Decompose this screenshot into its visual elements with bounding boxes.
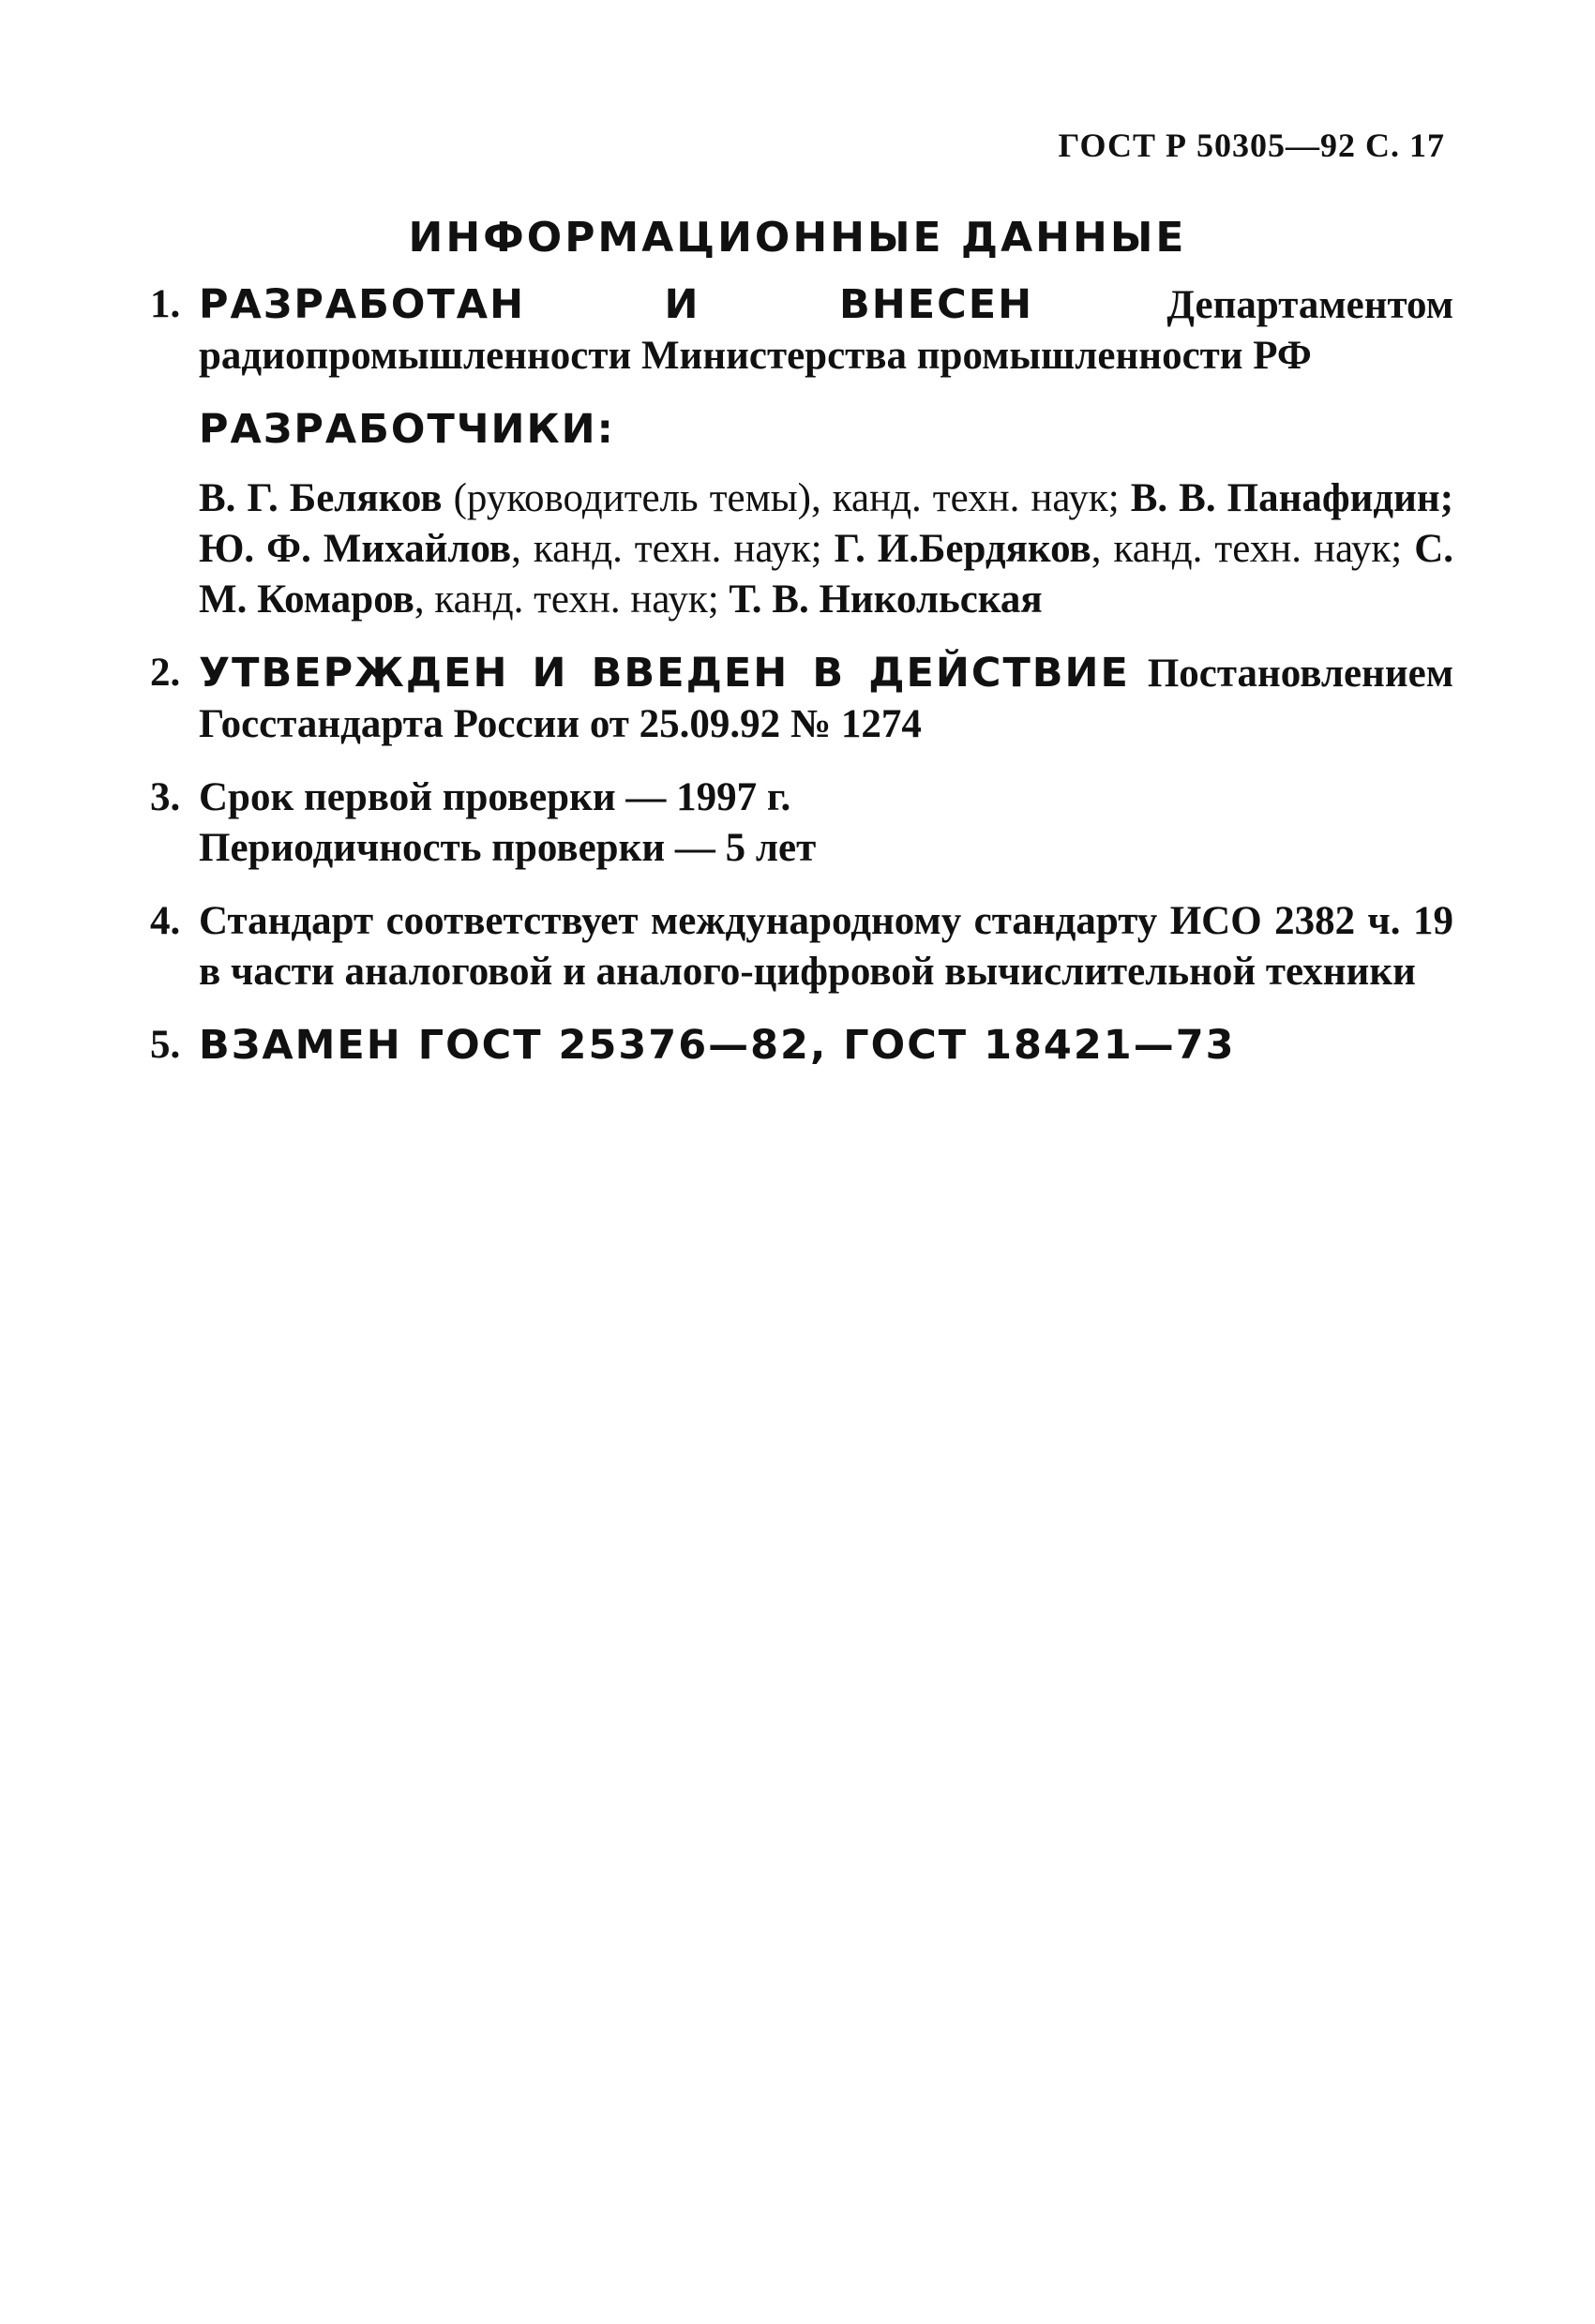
item-number: 3. xyxy=(150,775,181,819)
item-lead: УТВЕРЖДЕН И ВВЕДЕН В ДЕЙСТВИЕ xyxy=(199,650,1130,697)
item-text: Департаментом радиопромышленности Министерства промышленности РФ xyxy=(199,283,1454,378)
list-item-3 xyxy=(150,772,1453,874)
developers-list xyxy=(199,473,1453,625)
developer-name: Т. В. Никольская xyxy=(729,577,1043,622)
list-item-5 xyxy=(150,1020,1453,1072)
page-title: ИНФОРМАЦИОННЫЕ ДАННЫЕ xyxy=(408,214,1187,262)
developer-name: С. М. Комаров xyxy=(199,527,1453,622)
list-item-4 xyxy=(150,896,1453,997)
item-line: Периодичность проверки — 5 лет xyxy=(199,826,817,870)
developer-role: , канд. техн. наук; xyxy=(511,527,835,571)
item-line: Срок первой проверки — 1997 г. xyxy=(199,775,791,819)
item-text: Постановлением Госстандарта России от 25.09.92 № 1274 xyxy=(199,652,1453,746)
list-item-1 xyxy=(150,279,1453,382)
item-number: 1. xyxy=(150,282,181,326)
item-lead: РАЗРАБОТАН И ВНЕСЕН xyxy=(199,281,1034,328)
list-item-2 xyxy=(150,648,1453,750)
developer-role: , канд. техн. наук; xyxy=(414,577,730,622)
item-number: 2. xyxy=(150,651,181,695)
developer-role: , канд. техн. наук; xyxy=(1091,527,1415,571)
item-number: 5. xyxy=(150,1023,181,1067)
item-number: 4. xyxy=(150,899,181,943)
developer-name: Ю. Ф. Михайлов xyxy=(199,527,512,571)
document-body xyxy=(150,279,1453,1094)
developer-name: Г. И.Бердяков xyxy=(834,527,1091,571)
item-text: ВЗАМЕН ГОСТ 25376—82, ГОСТ 18421—73 xyxy=(199,1022,1236,1069)
page-header: ГОСТ Р 50305—92 С. 17 xyxy=(1058,127,1445,164)
developer-name: В. Г. Беляков xyxy=(199,476,443,520)
developer-name: В. В. Панафидин; xyxy=(1130,476,1454,520)
developers-heading: РАЗРАБОТЧИКИ: xyxy=(199,406,615,453)
developer-role: (руководитель темы), канд. техн. наук; xyxy=(442,476,1131,520)
item-text: Стандарт соответствует международному стандарту ИСО 2382 ч. 19 в части аналоговой и аналого-цифровой вычислительной техники xyxy=(199,899,1453,994)
